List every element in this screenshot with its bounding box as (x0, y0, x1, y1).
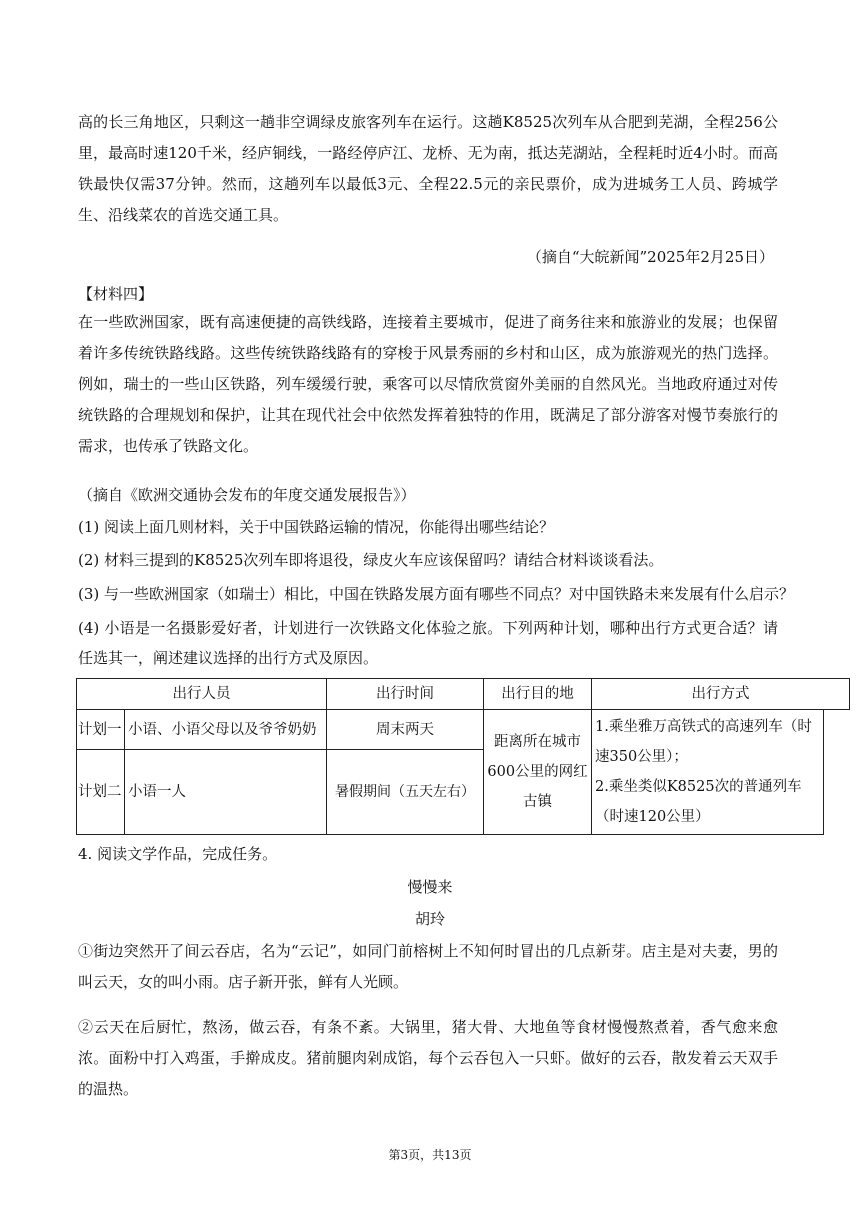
table-row-plan1 (77, 710, 850, 750)
mode-cell (592, 710, 824, 835)
header-destination: 出行目的地 (484, 679, 592, 710)
destination-cell: 距离所在城市600公里的网红古镇 (484, 710, 592, 835)
question-1: (1) 阅读上面几则材料，关于中国铁路运输的情况，你能得出哪些结论？ (78, 518, 555, 536)
section4-instruction: 4. 阅读文学作品，完成任务。 (78, 845, 278, 863)
plan2-time: 暑假期间（五天左右） (327, 750, 484, 835)
header-mode: 出行方式 (592, 679, 850, 710)
article-paragraph-1: ①街边突然开了间云吞店，名为“云记”，如同门前榕树上不知何时冒出的几点新芽。店主是对夫妻，男的叫云天，女的叫小雨。店子新开张，鲜有人光顾。 (78, 942, 778, 991)
question-4: (4) 小语是一名摄影爱好者，计划进行一次铁路文化体验之旅。下列两种计划，哪种出行方式更合适？请任选其一，阐述建议选择的出行方式及原因。 (78, 619, 778, 667)
question-2: (2) 材料三提到的K8525次列车即将退役，绿皮火车应该保留吗？请结合材料谈谈看法。 (78, 551, 664, 569)
plan1-label: 计划一 (77, 710, 125, 750)
table-header-row (77, 679, 850, 710)
question-3: (3) 与一些欧洲国家（如瑞士）相比，中国在铁路发展方面有哪些不同点？对中国铁路未来发展有什么启示？ (78, 585, 795, 603)
plan2-label: 计划二 (77, 750, 125, 835)
header-time: 出行时间 (327, 679, 484, 710)
plan1-time: 周末两天 (327, 710, 484, 750)
material4-text: 在一些欧洲国家，既有高速便捷的高铁线路，连接着主要城市，促进了商务往来和旅游业的发展；也保留着许多传统铁路线路。这些传统铁路线路有的穿梭于风景秀丽的乡村和山区，成为旅游观光的热门选择。例如，瑞士的一些山区铁路，列车缓缓行驶，乘客可以尽情欣赏窗外美丽的自然风光。当地政府通过对传统铁路的合理规划和保护，让其在现代社会中依然发挥着独特的作用，既满足了部分游客对慢节奏旅行的需求，也传承了铁路文化。 (78, 313, 778, 455)
material3-tail-text: 高的长三角地区，只剩这一趟非空调绿皮旅客列车在运行。这趟K8525次列车从合肥到芜湖，全程256公里，最高时速120千米，经庐铜线，一路经停庐江、龙桥、无为南，抵达芜湖站，全程耗时近4小时。而高铁最快仅需37分钟。然而，这趟列车以最低3元、全程22.5元的亲民票价，成为进城务工人员、跨城学生、沿线菜农的首选交通工具。 (78, 113, 778, 224)
travel-plan-table (76, 678, 850, 835)
plan1-people: 小语、小语父母以及爷爷奶奶 (125, 710, 327, 750)
header-people: 出行人员 (77, 679, 327, 710)
page-number: 第3页，共13页 (388, 1148, 472, 1162)
mode-option-1: 1.乘坐雅万高铁式的高速列车（时速350公里）； (595, 719, 812, 765)
material4-heading: 【材料四】 (78, 285, 154, 303)
article-paragraph-2: ②云天在后厨忙，熬汤，做云吞，有条不紊。大锅里，猪大骨、大地鱼等食材慢慢熬煮着，香气愈来愈浓。面粉中打入鸡蛋，手擀成皮。猪前腿肉剁成馅，每个云吞包入一只虾。做好的云吞，散发着云天双手的温热。 (78, 1018, 778, 1098)
article-author: 胡玲 (414, 910, 445, 928)
blank-cell (824, 710, 850, 835)
plan2-people: 小语一人 (125, 750, 327, 835)
material4-source: （摘自《欧洲交通协会发布的年度交通发展报告》） (78, 486, 416, 504)
mode-option-2: 2.乘坐类似K8525次的普通列车（时速120公里） (595, 779, 802, 825)
material3-source: （摘自“大皖新闻”2025年2月25日） (526, 248, 774, 266)
article-title: 慢慢来 (407, 878, 453, 896)
